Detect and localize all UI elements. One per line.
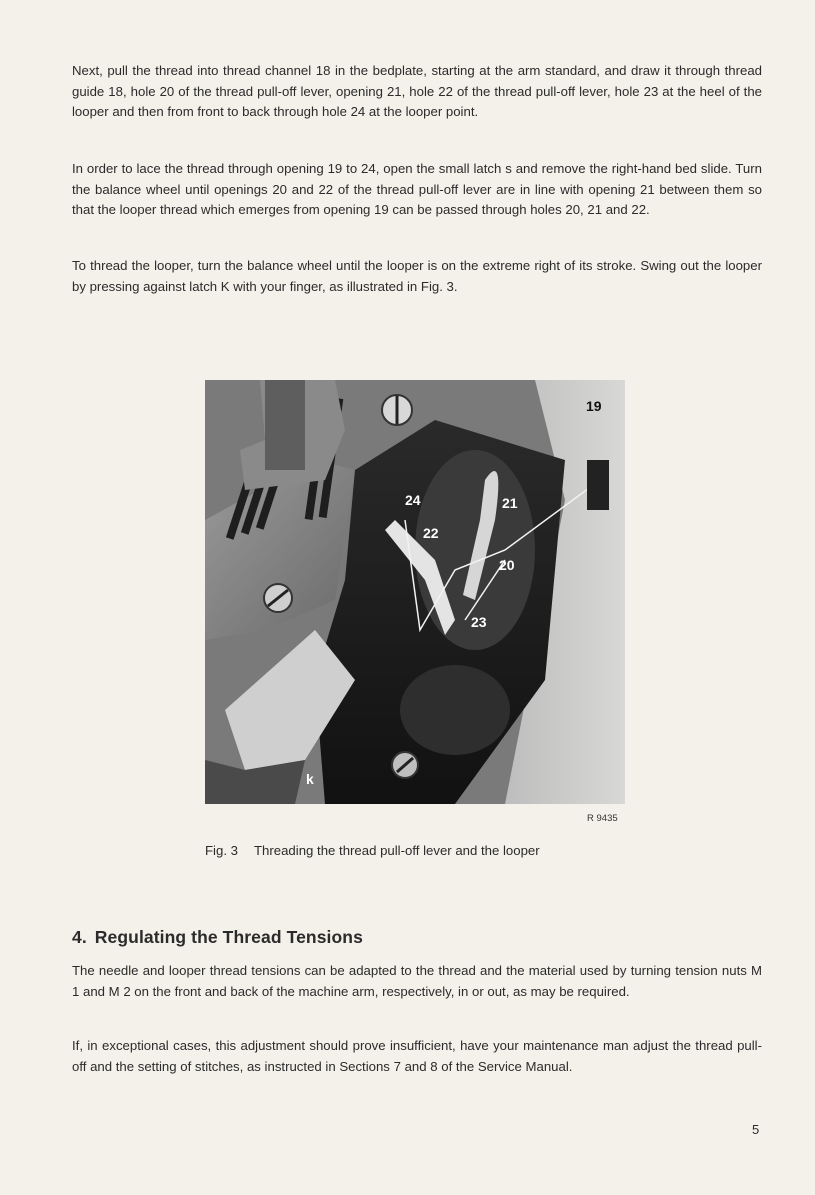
label-24: 24 (405, 492, 421, 508)
label-22: 22 (423, 525, 439, 541)
paragraph-maintenance: If, in exceptional cases, this adjustment should prove insufficient, have your maintenance man adjust the thread pull-off and the setting of stitches, as instructed in Sections 7 and 8 of the Service Manual. (72, 1038, 762, 1074)
section-number: 4. (72, 927, 87, 947)
section-heading (72, 927, 363, 948)
paragraph-tensions: The needle and looper thread tensions can be adapted to the thread and the material used by turning tension nuts M 1 and M 2 on the front and back of the machine arm, respectively, in or out, as may be required. (72, 963, 762, 999)
paragraph-thread-looper: To thread the looper, turn the balance wheel until the looper is on the extreme right of its stroke. Swing out the looper by pressing against latch K with your finger, as illustrated in Fig. 3. (72, 258, 762, 294)
figure-caption-number: Fig. 3 (205, 843, 238, 858)
looper-hub (400, 665, 510, 755)
label-21: 21 (502, 495, 518, 511)
label-19: 19 (586, 398, 602, 414)
label-23: 23 (471, 614, 487, 630)
presser-bar (265, 380, 305, 470)
figure-code: R 9435 (587, 813, 618, 824)
figure-caption (205, 843, 540, 858)
figure-3-photo (205, 380, 625, 804)
figure-caption-text: Threading the thread pull-off lever and the looper (253, 843, 540, 858)
label-k: k (306, 771, 314, 787)
paragraph-lacing-thread: In order to lace the thread through opening 19 to 24, open the small latch s and remove the right-hand bed slide. Turn the balance wheel until openings 20 and 22 of the thread pull-off lever are in line with opening 21 between them so that the looper thread which emerges from opening 19 can be passed through holes 20, 21 and 22. (72, 161, 762, 217)
looper-illustration (205, 380, 625, 804)
page-number: 5 (752, 1122, 760, 1137)
label-20: 20 (499, 557, 515, 573)
section-title: Regulating the Thread Tensions (94, 927, 363, 947)
opening-19-slot (587, 460, 609, 510)
paragraph-threading-path: Next, pull the thread into thread channel 18 in the bedplate, starting at the arm standard, and draw it through thread guide 18, hole 20 of the thread pull-off lever, opening 21, hole 22 of the thread pull-off lever, hole 23 at the heel of the looper and then from front to back through hole 24 at the looper point. (72, 63, 762, 119)
